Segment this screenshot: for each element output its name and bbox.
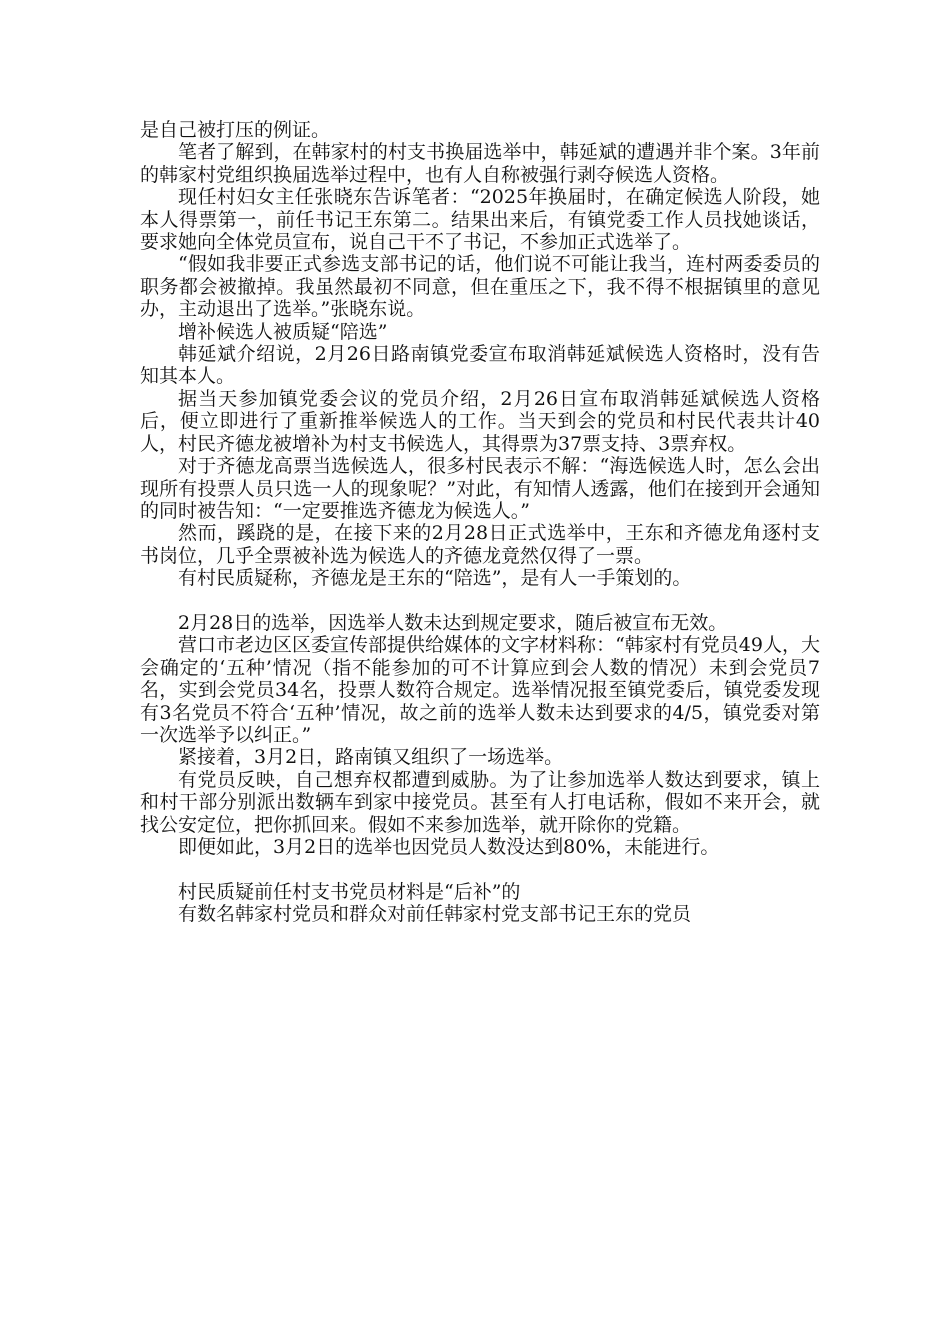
paragraph: 有党员反映，自己想弃权都遭到威胁。为了让参加选举人数达到要求，镇上和村干部分别派出数辆车到家中接党员。甚至有人打电话称，假如不来开会，就找公安定位，把你抓回来。假如不来参加选举，就开除你的党籍。	[140, 768, 820, 836]
section-heading: 增补候选人被质疑“陪选”	[178, 320, 388, 343]
section-heading: 村民质疑前任村支书党员材料是“后补”的	[178, 880, 521, 903]
paragraph: “假如我非要正式参选支部书记的话，他们说不可能让我当，连村两委委员的职务都会被撤掉。我虽然最初不同意，但在重压之下，我不得不根据镇里的意见办，主动退出了选举。”张晓东说。	[140, 253, 820, 321]
paragraph: 韩延斌介绍说，2月26日路南镇党委宣布取消韩延斌候选人资格时，没有告知其本人。	[140, 343, 820, 388]
paragraph: 2月28日的选举，因选举人数未达到规定要求，随后被宣布无效。	[178, 611, 728, 634]
paragraph: 笔者了解到，在韩家村的村支书换届选举中，韩延斌的遭遇并非个案。3年前的韩家村党组织换届选举过程中，也有人自称被强行剥夺候选人资格。	[140, 141, 820, 186]
document-body	[140, 119, 820, 926]
paragraph: 紧接着，3月2日，路南镇又组织了一场选举。	[178, 746, 564, 769]
paragraph: 然而，蹊跷的是，在接下来的2月28日正式选举中，王东和齐德龙角逐村支书岗位，几乎全票被补选为候选人的齐德龙竟然仅得了一票。	[140, 522, 820, 567]
paragraph: 现任村妇女主任张晓东告诉笔者：“2025年换届时，在确定候选人阶段，她本人得票第一，前任书记王东第二。结果出来后，有镇党委工作人员找她谈话，要求她向全体党员宣布，说自己干不了书记，不参加正式选举了。	[140, 186, 820, 254]
paragraph: 是自己被打压的例证。	[140, 119, 331, 141]
paragraph: 有村民质疑称，齐德龙是王东的“陪选”，是有人一手策划的。	[178, 567, 692, 590]
paragraph: 即便如此，3月2日的选举也因党员人数没达到80%，未能进行。	[178, 835, 720, 858]
blank-line	[140, 858, 820, 880]
paragraph: 有数名韩家村党员和群众对前任韩家村党支部书记王东的党员	[178, 903, 692, 926]
paragraph: 营口市老边区区委宣传部提供给媒体的文字材料称：“韩家村有党员49人，大会确定的‘五种’情况（指不能参加的可不计算应到会人数的情况）未到会党员7名，实到会党员34名，投票人数符合规定。选举情况报至镇党委后，镇党委发现有3名党员不符合‘五种’情况，故之前的选举人数未达到要求的4/5，镇党委对第一次选举予以纠正。”	[140, 634, 820, 746]
paragraph: 据当天参加镇党委会议的党员介绍，2月26日宣布取消韩延斌候选人资格后，便立即进行了重新推举候选人的工作。当天到会的党员和村民代表共计40人，村民齐德龙被增补为村支书候选人，其得票为37票支持、3票弃权。	[140, 387, 820, 455]
paragraph: 对于齐德龙高票当选候选人，很多村民表示不解：“海选候选人时，怎么会出现所有投票人员只选一人的现象呢？”对此，有知情人透露，他们在接到开会通知的同时被告知：“一定要推选齐德龙为候选人。”	[140, 455, 820, 522]
blank-line	[140, 590, 820, 612]
